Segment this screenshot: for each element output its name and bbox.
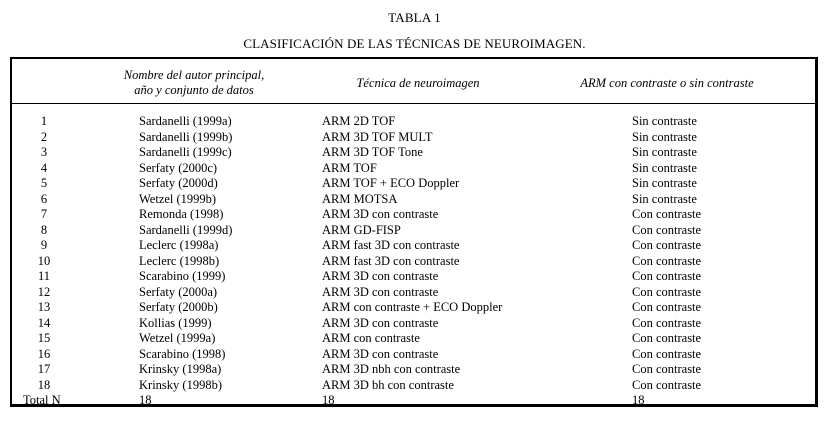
table-row <box>12 331 815 347</box>
row-technique: ARM 2D TOF <box>322 114 396 128</box>
row-contrast: Con contraste <box>632 284 702 299</box>
row-technique: ARM con contraste <box>322 331 420 345</box>
row-technique: ARM 3D TOF Tone <box>322 145 423 159</box>
row-technique: ARM MOTSA <box>322 191 398 206</box>
row-author: Sardanelli (1999c) <box>139 145 232 159</box>
table-row <box>12 316 815 332</box>
row-technique: ARM 3D con contraste <box>322 315 439 330</box>
row-author: Remonda (1998) <box>139 207 224 221</box>
row-author: Leclerc (1998a) <box>139 238 219 252</box>
row-technique: ARM GD-FISP <box>322 222 401 237</box>
row-technique: ARM 3D con contraste <box>322 346 439 361</box>
row-contrast: Con contraste <box>632 377 702 392</box>
row-contrast: Con contraste <box>632 238 702 252</box>
row-author: Serfaty (2000c) <box>139 160 218 175</box>
row-author: Serfaty (2000b) <box>139 300 218 314</box>
row-technique: ARM con contraste + ECO Doppler <box>322 300 503 314</box>
total-technique: 18 <box>322 393 335 407</box>
row-number: 11 <box>37 269 51 283</box>
table-row <box>12 300 815 316</box>
total-contrast: 18 <box>632 393 645 407</box>
row-number: 5 <box>40 176 48 190</box>
row-contrast: Sin contraste <box>632 114 697 128</box>
row-author: Serfaty (2000a) <box>139 284 218 299</box>
row-author: Scarabino (1999) <box>139 269 226 283</box>
row-number: 16 <box>37 346 51 361</box>
row-technique: ARM 3D con contraste <box>322 269 439 283</box>
table-row <box>12 161 815 177</box>
row-number: 15 <box>37 331 51 345</box>
table-row <box>12 285 815 301</box>
row-contrast: Sin contraste <box>632 191 697 206</box>
row-technique: ARM fast 3D con contraste <box>322 253 460 268</box>
row-contrast: Con contraste <box>632 222 702 237</box>
row-number: 7 <box>40 207 48 221</box>
table-label: TABLA 1 <box>388 10 441 25</box>
row-author: Sardanelli (1999a) <box>139 114 232 128</box>
row-author: Sardanelli (1999d) <box>139 222 233 237</box>
total-author: 18 <box>139 393 152 407</box>
row-number: 3 <box>40 145 48 159</box>
row-number: 17 <box>37 362 51 376</box>
row-author: Krinsky (1998a) <box>139 362 222 376</box>
table-row <box>12 207 815 223</box>
row-technique: ARM TOF + ECO Doppler <box>322 176 460 190</box>
row-technique: ARM 3D nbh con contraste <box>322 362 461 376</box>
row-contrast: Con contraste <box>632 346 702 361</box>
header-author-line1: Nombre del autor principal, <box>123 68 265 82</box>
row-technique: ARM 3D bh con contraste <box>322 377 454 392</box>
row-contrast: Con contraste <box>632 331 702 345</box>
row-author: Scarabino (1998) <box>139 346 226 361</box>
row-contrast: Sin contraste <box>632 145 697 159</box>
row-contrast: Con contraste <box>632 300 702 314</box>
table-row <box>12 378 815 394</box>
row-author: Wetzel (1999b) <box>139 191 217 206</box>
row-technique: ARM 3D con contraste <box>322 284 439 299</box>
row-contrast: Con contraste <box>632 362 702 376</box>
header-author-line2: año y conjunto de datos <box>134 83 254 97</box>
total-row <box>12 393 815 409</box>
row-number: 14 <box>37 315 51 330</box>
row-number: 8 <box>40 222 48 237</box>
row-number: 13 <box>37 300 51 314</box>
row-author: Krinsky (1998b) <box>139 377 222 392</box>
table-row <box>12 145 815 161</box>
total-label: Total N <box>23 393 61 407</box>
header-author <box>94 68 294 98</box>
table-row <box>12 192 815 208</box>
row-contrast: Con contraste <box>632 207 702 221</box>
row-technique: ARM fast 3D con contraste <box>322 238 460 252</box>
row-author: Wetzel (1999a) <box>139 331 216 345</box>
row-contrast: Sin contraste <box>632 176 697 190</box>
table-row <box>12 362 815 378</box>
row-number: 10 <box>37 253 51 268</box>
table-row <box>12 130 815 146</box>
row-contrast: Sin contraste <box>632 129 697 144</box>
table-row <box>12 347 815 363</box>
header-divider <box>12 103 815 104</box>
row-number: 18 <box>37 377 51 392</box>
header-technique: Técnica de neuroimagen <box>356 76 480 90</box>
table-row <box>12 238 815 254</box>
row-number: 1 <box>40 114 48 128</box>
row-technique: ARM 3D con contraste <box>322 207 439 221</box>
row-author: Leclerc (1998b) <box>139 253 220 268</box>
row-author: Sardanelli (1999b) <box>139 129 233 144</box>
table-row <box>12 176 815 192</box>
header-contrast: ARM con contraste o sin contraste <box>580 76 754 90</box>
table-row <box>12 269 815 285</box>
table-row <box>12 114 815 130</box>
row-number: 2 <box>40 129 48 144</box>
row-author: Serfaty (2000d) <box>139 176 218 190</box>
table-title: CLASIFICACIÓN DE LAS TÉCNICAS DE NEUROIMAGEN. <box>243 36 586 51</box>
table-row <box>12 254 815 270</box>
row-contrast: Con contraste <box>632 253 702 268</box>
classification-table <box>10 57 818 407</box>
row-contrast: Sin contraste <box>632 160 697 175</box>
row-number: 12 <box>37 284 51 299</box>
row-author: Kollias (1999) <box>139 315 212 330</box>
row-technique: ARM TOF <box>322 160 377 175</box>
row-contrast: Con contraste <box>632 315 702 330</box>
table-row <box>12 223 815 239</box>
row-number: 4 <box>40 160 48 175</box>
row-number: 6 <box>40 191 48 206</box>
row-number: 9 <box>40 238 48 252</box>
table-body <box>12 114 815 409</box>
row-technique: ARM 3D TOF MULT <box>322 129 433 144</box>
row-contrast: Con contraste <box>632 269 702 283</box>
